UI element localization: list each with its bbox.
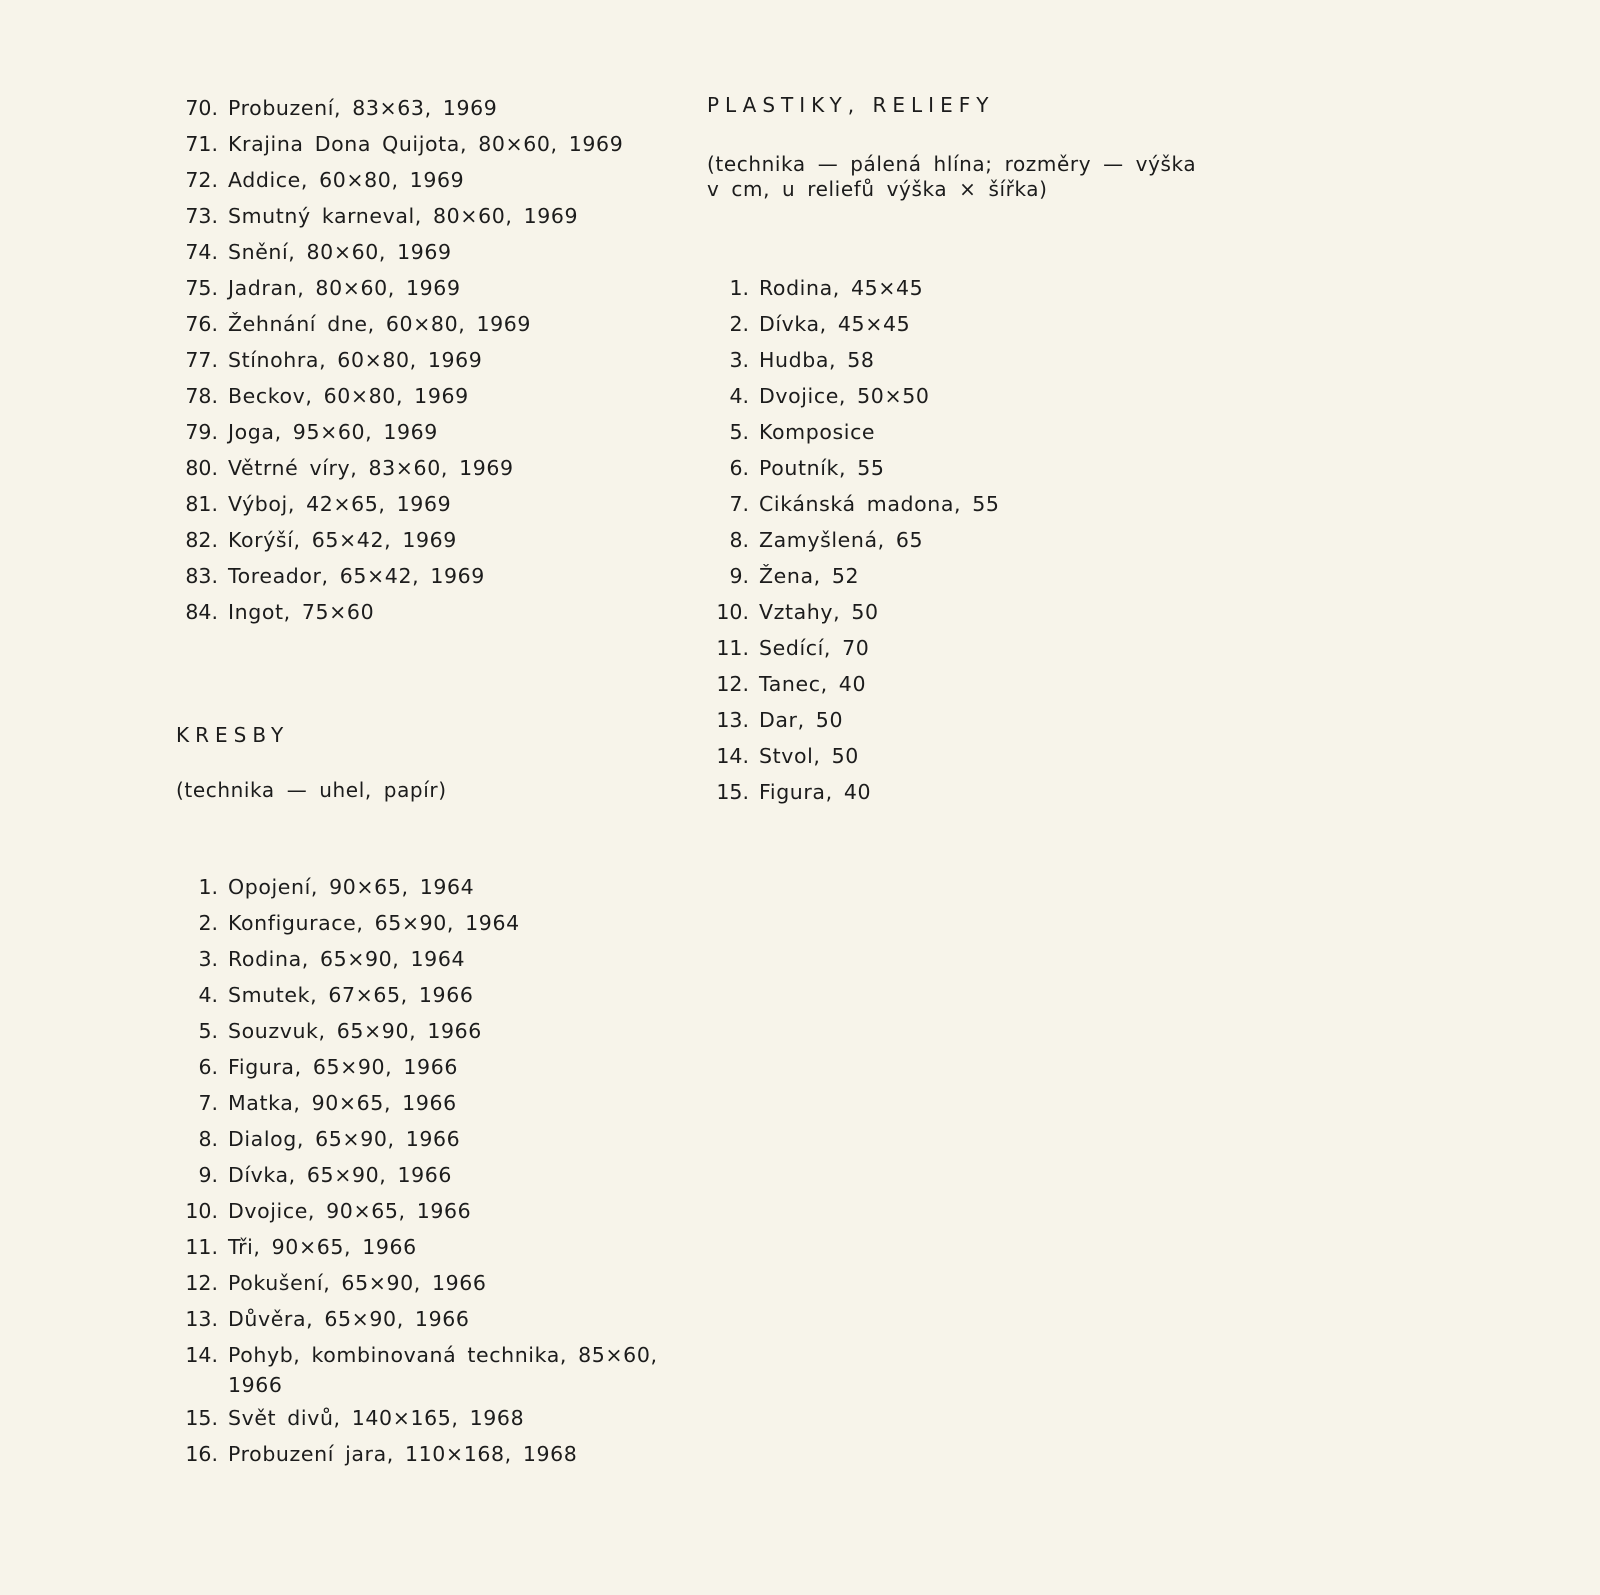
list-item	[176, 486, 676, 522]
item-number: 13.	[185, 1307, 218, 1331]
item-number: 7.	[198, 1091, 218, 1115]
item-text: Probuzení, 83×63, 1969	[228, 96, 498, 120]
item-number: 1.	[729, 276, 749, 300]
item-number: 10.	[716, 600, 749, 624]
item-text: Jadran, 80×60, 1969	[228, 276, 461, 300]
item-text: Svět divů, 140×165, 1968	[228, 1406, 525, 1430]
item-text: Tři, 90×65, 1966	[228, 1235, 417, 1259]
item-number: 7.	[729, 492, 749, 516]
item-text: Dialog, 65×90, 1966	[228, 1127, 461, 1151]
item-text: Pohyb, kombinovaná technika, 85×60, 1966	[228, 1343, 658, 1397]
item-number: 11.	[716, 636, 749, 660]
item-number: 72.	[185, 168, 218, 192]
item-number: 9.	[729, 564, 749, 588]
list-item	[176, 378, 676, 414]
item-text: Figura, 65×90, 1966	[228, 1055, 458, 1079]
item-text: Pokušení, 65×90, 1966	[228, 1271, 487, 1295]
list-item	[176, 1157, 676, 1193]
list-item	[707, 522, 1227, 558]
item-text: Krajina Dona Quijota, 80×60, 1969	[228, 132, 624, 156]
item-number: 81.	[185, 492, 218, 516]
list-item	[176, 198, 676, 234]
item-text: Cikánská madona, 55	[759, 492, 1000, 516]
item-number: 1.	[198, 875, 218, 899]
item-text: Tanec, 40	[759, 672, 867, 696]
kresby-list	[176, 869, 676, 1472]
item-text: Sedící, 70	[759, 636, 870, 660]
list-item	[176, 162, 676, 198]
item-text: Rodina, 65×90, 1964	[228, 947, 466, 971]
item-number: 70.	[185, 96, 218, 120]
item-number: 16.	[185, 1442, 218, 1466]
plastiky-heading: PLASTIKY, RELIEFY	[707, 93, 995, 117]
item-text: Joga, 95×60, 1969	[228, 420, 438, 444]
item-number: 15.	[716, 780, 749, 804]
paintings-list	[176, 90, 676, 630]
list-item	[176, 1436, 676, 1472]
item-number: 9.	[198, 1163, 218, 1187]
item-text: Rodina, 45×45	[759, 276, 924, 300]
plastiky-list	[707, 270, 1227, 810]
item-text: Stvol, 50	[759, 744, 859, 768]
item-number: 6.	[198, 1055, 218, 1079]
list-item	[176, 414, 676, 450]
list-item	[707, 306, 1227, 342]
item-text: Matka, 90×65, 1966	[228, 1091, 457, 1115]
list-item	[176, 270, 676, 306]
kresby-heading: KRESBY	[176, 723, 290, 747]
item-number: 76.	[185, 312, 218, 336]
list-item	[176, 977, 676, 1013]
item-number: 2.	[729, 312, 749, 336]
item-text: Beckov, 60×80, 1969	[228, 384, 469, 408]
item-text: Toreador, 65×42, 1969	[228, 564, 485, 588]
item-number: 73.	[185, 204, 218, 228]
list-item	[176, 342, 676, 378]
list-item	[707, 594, 1227, 630]
item-number: 71.	[185, 132, 218, 156]
list-item	[707, 270, 1227, 306]
item-number: 14.	[716, 744, 749, 768]
item-number: 80.	[185, 456, 218, 480]
item-text: Výboj, 42×65, 1969	[228, 492, 452, 516]
list-item	[176, 594, 676, 630]
item-text: Zamyšlená, 65	[759, 528, 924, 552]
item-number: 14.	[185, 1343, 218, 1367]
item-number: 8.	[198, 1127, 218, 1151]
item-text: Dvojice, 50×50	[759, 384, 930, 408]
item-number: 75.	[185, 276, 218, 300]
list-item	[176, 1400, 676, 1436]
item-number: 12.	[185, 1271, 218, 1295]
list-item	[176, 90, 676, 126]
item-number: 4.	[198, 983, 218, 1007]
item-text: Žehnání dne, 60×80, 1969	[228, 312, 532, 336]
plastiky-technique-note-line2: v cm, u reliefů výška × šířka)	[707, 177, 1048, 201]
list-item	[176, 1301, 676, 1337]
item-number: 84.	[185, 600, 218, 624]
list-item	[176, 1013, 676, 1049]
item-number: 8.	[729, 528, 749, 552]
item-text: Dvojice, 90×65, 1966	[228, 1199, 472, 1223]
item-number: 5.	[729, 420, 749, 444]
item-number: 78.	[185, 384, 218, 408]
item-text: Souzvuk, 65×90, 1966	[228, 1019, 482, 1043]
list-item	[176, 1265, 676, 1301]
item-text: Dívka, 45×45	[759, 312, 911, 336]
list-item	[176, 905, 676, 941]
item-text: Probuzení jara, 110×168, 1968	[228, 1442, 578, 1466]
item-number: 3.	[198, 947, 218, 971]
list-item	[707, 378, 1227, 414]
item-text: Dívka, 65×90, 1966	[228, 1163, 453, 1187]
item-number: 3.	[729, 348, 749, 372]
item-number: 83.	[185, 564, 218, 588]
item-text: Snění, 80×60, 1969	[228, 240, 452, 264]
item-text: Korýší, 65×42, 1969	[228, 528, 457, 552]
list-item	[176, 1049, 676, 1085]
list-item	[707, 666, 1227, 702]
item-number: 4.	[729, 384, 749, 408]
list-item	[707, 558, 1227, 594]
item-text: Stínohra, 60×80, 1969	[228, 348, 483, 372]
item-text: Figura, 40	[759, 780, 872, 804]
list-item	[176, 234, 676, 270]
list-item	[176, 126, 676, 162]
item-text: Addice, 60×80, 1969	[228, 168, 465, 192]
item-text: Ingot, 75×60	[228, 600, 375, 624]
list-item	[176, 450, 676, 486]
item-text: Vztahy, 50	[759, 600, 879, 624]
item-text: Smutek, 67×65, 1966	[228, 983, 474, 1007]
item-text: Dar, 50	[759, 708, 844, 732]
item-text: Komposice	[759, 420, 876, 444]
item-text: Konfigurace, 65×90, 1964	[228, 911, 520, 935]
item-number: 5.	[198, 1019, 218, 1043]
list-item	[176, 1229, 676, 1265]
item-text: Poutník, 55	[759, 456, 885, 480]
list-item	[176, 558, 676, 594]
item-text: Opojení, 90×65, 1964	[228, 875, 475, 899]
item-number: 13.	[716, 708, 749, 732]
list-item	[176, 306, 676, 342]
list-item	[176, 941, 676, 977]
right-column	[707, 90, 1227, 810]
item-number: 10.	[185, 1199, 218, 1223]
plastiky-technique-note-line1: (technika — pálená hlína; rozměry — výška	[707, 152, 1197, 176]
item-number: 11.	[185, 1235, 218, 1259]
item-text: Větrné víry, 83×60, 1969	[228, 456, 514, 480]
list-item	[707, 630, 1227, 666]
item-number: 15.	[185, 1406, 218, 1430]
item-number: 77.	[185, 348, 218, 372]
item-text: Smutný karneval, 80×60, 1969	[228, 204, 579, 228]
list-item	[707, 414, 1227, 450]
list-item	[707, 738, 1227, 774]
kresby-technique-note: (technika — uhel, papír)	[176, 778, 447, 802]
item-text: Hudba, 58	[759, 348, 875, 372]
item-number: 82.	[185, 528, 218, 552]
item-text: Důvěra, 65×90, 1966	[228, 1307, 470, 1331]
list-item	[707, 450, 1227, 486]
list-item	[707, 702, 1227, 738]
item-number: 2.	[198, 911, 218, 935]
list-item	[176, 1121, 676, 1157]
item-number: 79.	[185, 420, 218, 444]
list-item	[707, 774, 1227, 810]
left-column	[176, 90, 676, 1472]
list-item	[176, 869, 676, 905]
item-text: Žena, 52	[759, 564, 860, 588]
list-item	[176, 1085, 676, 1121]
list-item	[176, 522, 676, 558]
item-number: 12.	[716, 672, 749, 696]
list-item	[707, 486, 1227, 522]
list-item	[176, 1337, 676, 1400]
list-item	[707, 342, 1227, 378]
list-item	[176, 1193, 676, 1229]
item-number: 6.	[729, 456, 749, 480]
item-number: 74.	[185, 240, 218, 264]
